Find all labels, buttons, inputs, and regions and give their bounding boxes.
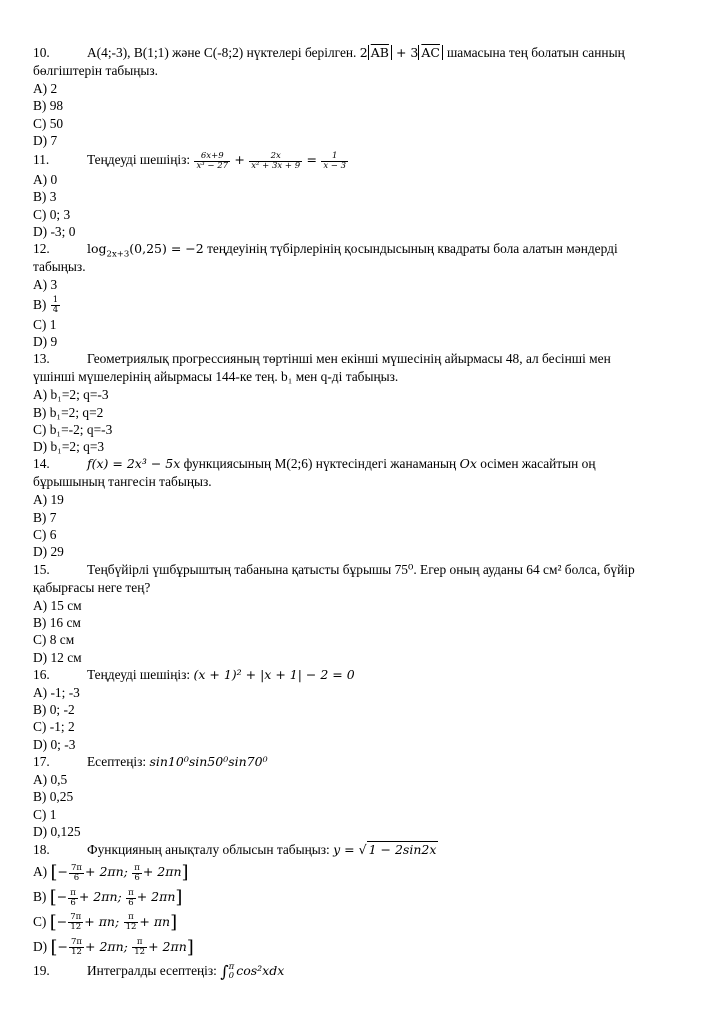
question-text-line2: бөлгіштерін табыңыз. — [33, 63, 159, 78]
option-b[interactable]: B) 0,25 — [33, 789, 74, 805]
option-d[interactable]: D) 12 см — [33, 649, 82, 665]
question-text-line2: қабырғасы неге тең? — [33, 579, 151, 595]
option-d[interactable]: D) 0,125 — [33, 823, 81, 839]
answer-options — [33, 386, 681, 455]
question-number: 13. — [33, 351, 50, 367]
option-c[interactable]: C) b₁=-2; q=-3 — [33, 421, 113, 437]
question-number: 19. — [33, 962, 50, 978]
option-b[interactable]: B) 7 — [33, 509, 57, 525]
question-text-line2: табыңыз. — [33, 259, 86, 275]
question-16 — [33, 666, 681, 753]
option-a[interactable]: A) 0 — [33, 172, 58, 188]
option-d[interactable]: D) 7 — [33, 132, 58, 148]
question-text: Теңбүйірлі үшбұрыштың табанына қатысты бұрышы 75⁰. Егер оның ауданы 64 см² болса, бүйір — [87, 561, 635, 577]
option-c[interactable]: C) -1; 2 — [33, 719, 75, 735]
question-text: Функцияның анықталу облысын табыңыз: — [87, 842, 330, 858]
option-c[interactable]: C) 8 см — [33, 632, 75, 648]
answer-options — [33, 597, 681, 666]
question-14 — [33, 455, 681, 560]
question-text: теңдеуінің түбірлерінің қосындысының квадраты бола алатын мәндерді — [207, 241, 618, 257]
question-18 — [33, 840, 681, 960]
option-d[interactable]: D) -3; 0 — [33, 224, 76, 240]
option-b[interactable]: B) 16 см — [33, 614, 81, 630]
answer-options — [33, 771, 681, 840]
point-label: M(2;6) — [274, 456, 313, 472]
option-c[interactable]: C) 6 — [33, 527, 57, 543]
question-text: Теңдеуді шешіңіз: — [87, 666, 191, 682]
document-page — [33, 44, 681, 983]
option-d[interactable]: D) b₁=2; q=3 — [33, 439, 105, 455]
option-a[interactable]: A) 15 см — [33, 597, 82, 613]
question-number: 17. — [33, 754, 50, 770]
option-c[interactable]: C) [− $\frac{7\pi}{12}$ + πn; $\frac{\pi}{12}$ + πn] — [33, 911, 178, 933]
question-number: 12. — [33, 241, 50, 257]
question-number: 10. — [33, 45, 50, 60]
question-text: Теңдеуді шешіңіз: — [87, 152, 191, 168]
question-text-mid: нүктесіндегі жанаманың — [315, 456, 457, 472]
option-b[interactable]: B) $\frac{1}{4}$ — [33, 295, 59, 316]
vector-expression: 2 $\overline{AB} + 3$ $\overline{AC}$ — [360, 45, 447, 60]
option-c[interactable]: C) 1 — [33, 806, 57, 822]
equation: $\frac{6x+9}{\text{x³ − 27}}$ + $\frac{2x}{\text{x² + 3x + 9}}$ = $\frac{1}{x - 3}$ — [196, 150, 347, 171]
answer-options — [33, 276, 681, 350]
question-number: 15. — [33, 561, 50, 577]
question-text-line2: бұрышының тангесін табыңыз. — [33, 474, 212, 490]
equation: (x + 1)² + |x + 1| − 2 = 0 — [193, 666, 355, 682]
question-15 — [33, 561, 681, 666]
question-13 — [33, 350, 681, 455]
option-a[interactable]: A) 3 — [33, 277, 58, 293]
question-17 — [33, 753, 681, 840]
option-c[interactable]: C) 1 — [33, 316, 57, 332]
question-10 — [33, 44, 681, 149]
question-number: 14. — [33, 456, 50, 472]
option-a[interactable]: A) -1; -3 — [33, 684, 80, 700]
integral-expression: ∫ π 0 cos²xdx — [220, 961, 285, 981]
option-a[interactable]: A) b₁=2; q=-3 — [33, 387, 109, 403]
axis-label: Ox — [459, 456, 477, 472]
question-text-cont: шамасына тең болатын санның — [446, 45, 625, 60]
log-equation: $\log_{2x+3}(0,25) = -2$ — [87, 241, 204, 260]
option-b[interactable]: B) [− $\frac{\pi}{6}$ + 2πn; $\frac{\pi}{6}$ + 2πn] — [33, 887, 183, 909]
option-d[interactable]: D) [− $\frac{7\pi}{12}$ + 2πn; $\frac{\pi}{12}$ + 2πn] — [33, 936, 194, 958]
option-b[interactable]: B) b₁=2; q=2 — [33, 404, 104, 420]
question-text: Интегралды есептеңіз: — [87, 962, 217, 978]
question-text-line2: үшінші мүшелерінің айырмасы 144-ке тең. b₁ мен q-ді табыңыз. — [33, 369, 399, 385]
answer-options — [33, 684, 681, 753]
question-text: Геометриялық прогрессияның төртінші мен екінші мүшесінің айырмасы 48, ал бесінші мен — [87, 351, 611, 367]
expression: sin10⁰sin50⁰sin70⁰ — [149, 754, 268, 770]
question-number: 11. — [33, 152, 50, 168]
question-text: Есептеңіз: — [87, 754, 147, 770]
answer-options — [33, 491, 681, 560]
answer-options — [33, 171, 681, 240]
answer-options — [33, 860, 681, 960]
question-text: функциясының — [183, 456, 272, 472]
option-c[interactable]: C) 50 — [33, 115, 64, 131]
option-d[interactable]: D) 29 — [33, 544, 64, 560]
option-b[interactable]: B) 3 — [33, 189, 57, 205]
question-text-end: осімен жасайтын оң — [480, 456, 596, 472]
option-a[interactable]: A) 19 — [33, 492, 64, 508]
option-a[interactable]: A) 2 — [33, 81, 58, 96]
question-text: A(4;-3), B(1;1) және C(-8;2) нүктелері берілген. — [87, 45, 357, 60]
question-number: 18. — [33, 842, 50, 858]
question-19 — [33, 960, 681, 983]
option-a[interactable]: A) [− $\frac{7\pi}{6}$ + 2πn; $\frac{\pi}{6}$ + 2πn] — [33, 862, 189, 884]
option-a[interactable]: A) 0,5 — [33, 772, 68, 788]
answer-options — [33, 80, 681, 149]
function-expression: y = √ 1 − 2sin2x — [333, 842, 437, 858]
option-d[interactable]: D) 0; -3 — [33, 736, 76, 752]
question-12 — [33, 240, 681, 350]
option-d[interactable]: D) 9 — [33, 333, 58, 349]
option-b[interactable]: B) 98 — [33, 98, 64, 114]
question-number: 16. — [33, 666, 50, 682]
option-c[interactable]: C) 0; 3 — [33, 206, 71, 222]
function-expression: f(x) = 2x³ − 5x — [87, 456, 181, 472]
question-11 — [33, 149, 681, 240]
option-b[interactable]: B) 0; -2 — [33, 702, 75, 718]
